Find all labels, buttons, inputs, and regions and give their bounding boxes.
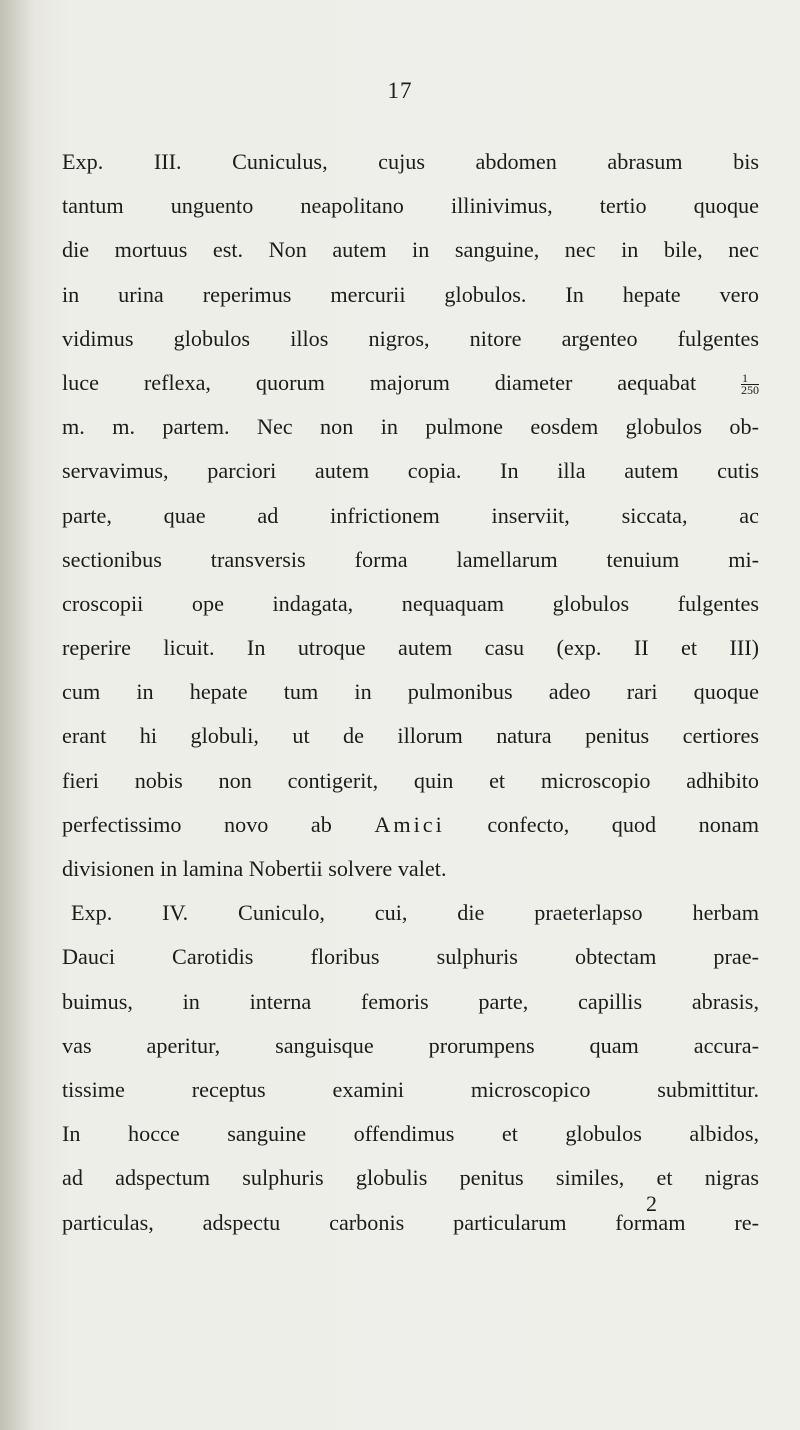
text-line: ad adspectum sulphuris globulis penitus similes, et nigras bbox=[62, 1165, 759, 1191]
text-line: servavimus, parciori autem copia. In illa autem cutis bbox=[62, 458, 759, 484]
text-line: die mortuus est. Non autem in sanguine, nec in bile, nec bbox=[62, 237, 759, 263]
text-line: in urina reperimus mercurii globulos. In hepate vero bbox=[62, 281, 759, 307]
text-line: In hocce sanguine offendimus et globulos albidos, bbox=[62, 1121, 759, 1147]
text-line: fieri nobis non contigerit, quin et microscopio adhibito bbox=[62, 767, 759, 793]
text-line-with-fraction bbox=[62, 361, 759, 405]
text-line: reperire licuit. In utroque autem casu (exp. II et III) bbox=[62, 635, 759, 661]
text-line: Dauci Carotidis floribus sulphuris obtectam prae- bbox=[62, 944, 759, 970]
binding-shadow bbox=[0, 0, 34, 1430]
text-line: erant hi globuli, ut de illorum natura penitus certiores bbox=[62, 723, 759, 749]
fraction bbox=[741, 370, 759, 397]
text-segment: perfectissimo novo ab bbox=[62, 811, 332, 837]
text-line: Exp. IV. Cuniculo, cui, die praeterlapso herbam bbox=[71, 900, 759, 926]
text-line: vidimus globulos illos nigros, nitore argenteo fulgentes bbox=[62, 325, 759, 351]
text-line: Exp. III. Cuniculus, cujus abdomen abrasum bis bbox=[62, 149, 759, 174]
body-text bbox=[62, 140, 759, 1245]
text-line: parte, quae ad infrictionem inserviit, siccata, ac bbox=[62, 502, 759, 528]
text-line: buimus, in interna femoris parte, capillis abrasis, bbox=[62, 988, 759, 1014]
text-line: sectionibus transversis forma lamellarum tenuium mi- bbox=[62, 546, 759, 572]
fraction-denominator: 250 bbox=[741, 382, 759, 397]
text-segment: luce reflexa, quorum majorum diameter aequabat bbox=[62, 369, 697, 395]
text-line: tissime receptus examini microscopico submittitur. bbox=[62, 1076, 759, 1102]
text-line: particulas, adspectu carbonis particularum formam re- bbox=[62, 1209, 759, 1235]
signature-mark: 2 bbox=[646, 1191, 657, 1216]
text-line: m. m. partem. Nec non in pulmone eosdem globulos ob- bbox=[62, 414, 759, 440]
text-line: cum in hepate tum in pulmonibus adeo rari quoque bbox=[62, 679, 759, 705]
page-number: 17 bbox=[387, 78, 413, 103]
fraction-numerator: 1 bbox=[741, 373, 759, 385]
text-line: croscopii ope indagata, nequaquam globulos fulgentes bbox=[62, 590, 759, 616]
text-line: vas aperitur, sanguisque prorumpens quam accura- bbox=[62, 1032, 759, 1058]
text-line-with-name bbox=[62, 803, 759, 847]
text-line: tantum unguento neapolitano illinivimus, tertio quoque bbox=[62, 193, 759, 219]
text-line: divisionen in lamina Nobertii solvere valet. bbox=[62, 856, 447, 881]
spaced-name: Amici bbox=[374, 811, 445, 837]
text-segment: confecto, quod nonam bbox=[487, 811, 759, 837]
